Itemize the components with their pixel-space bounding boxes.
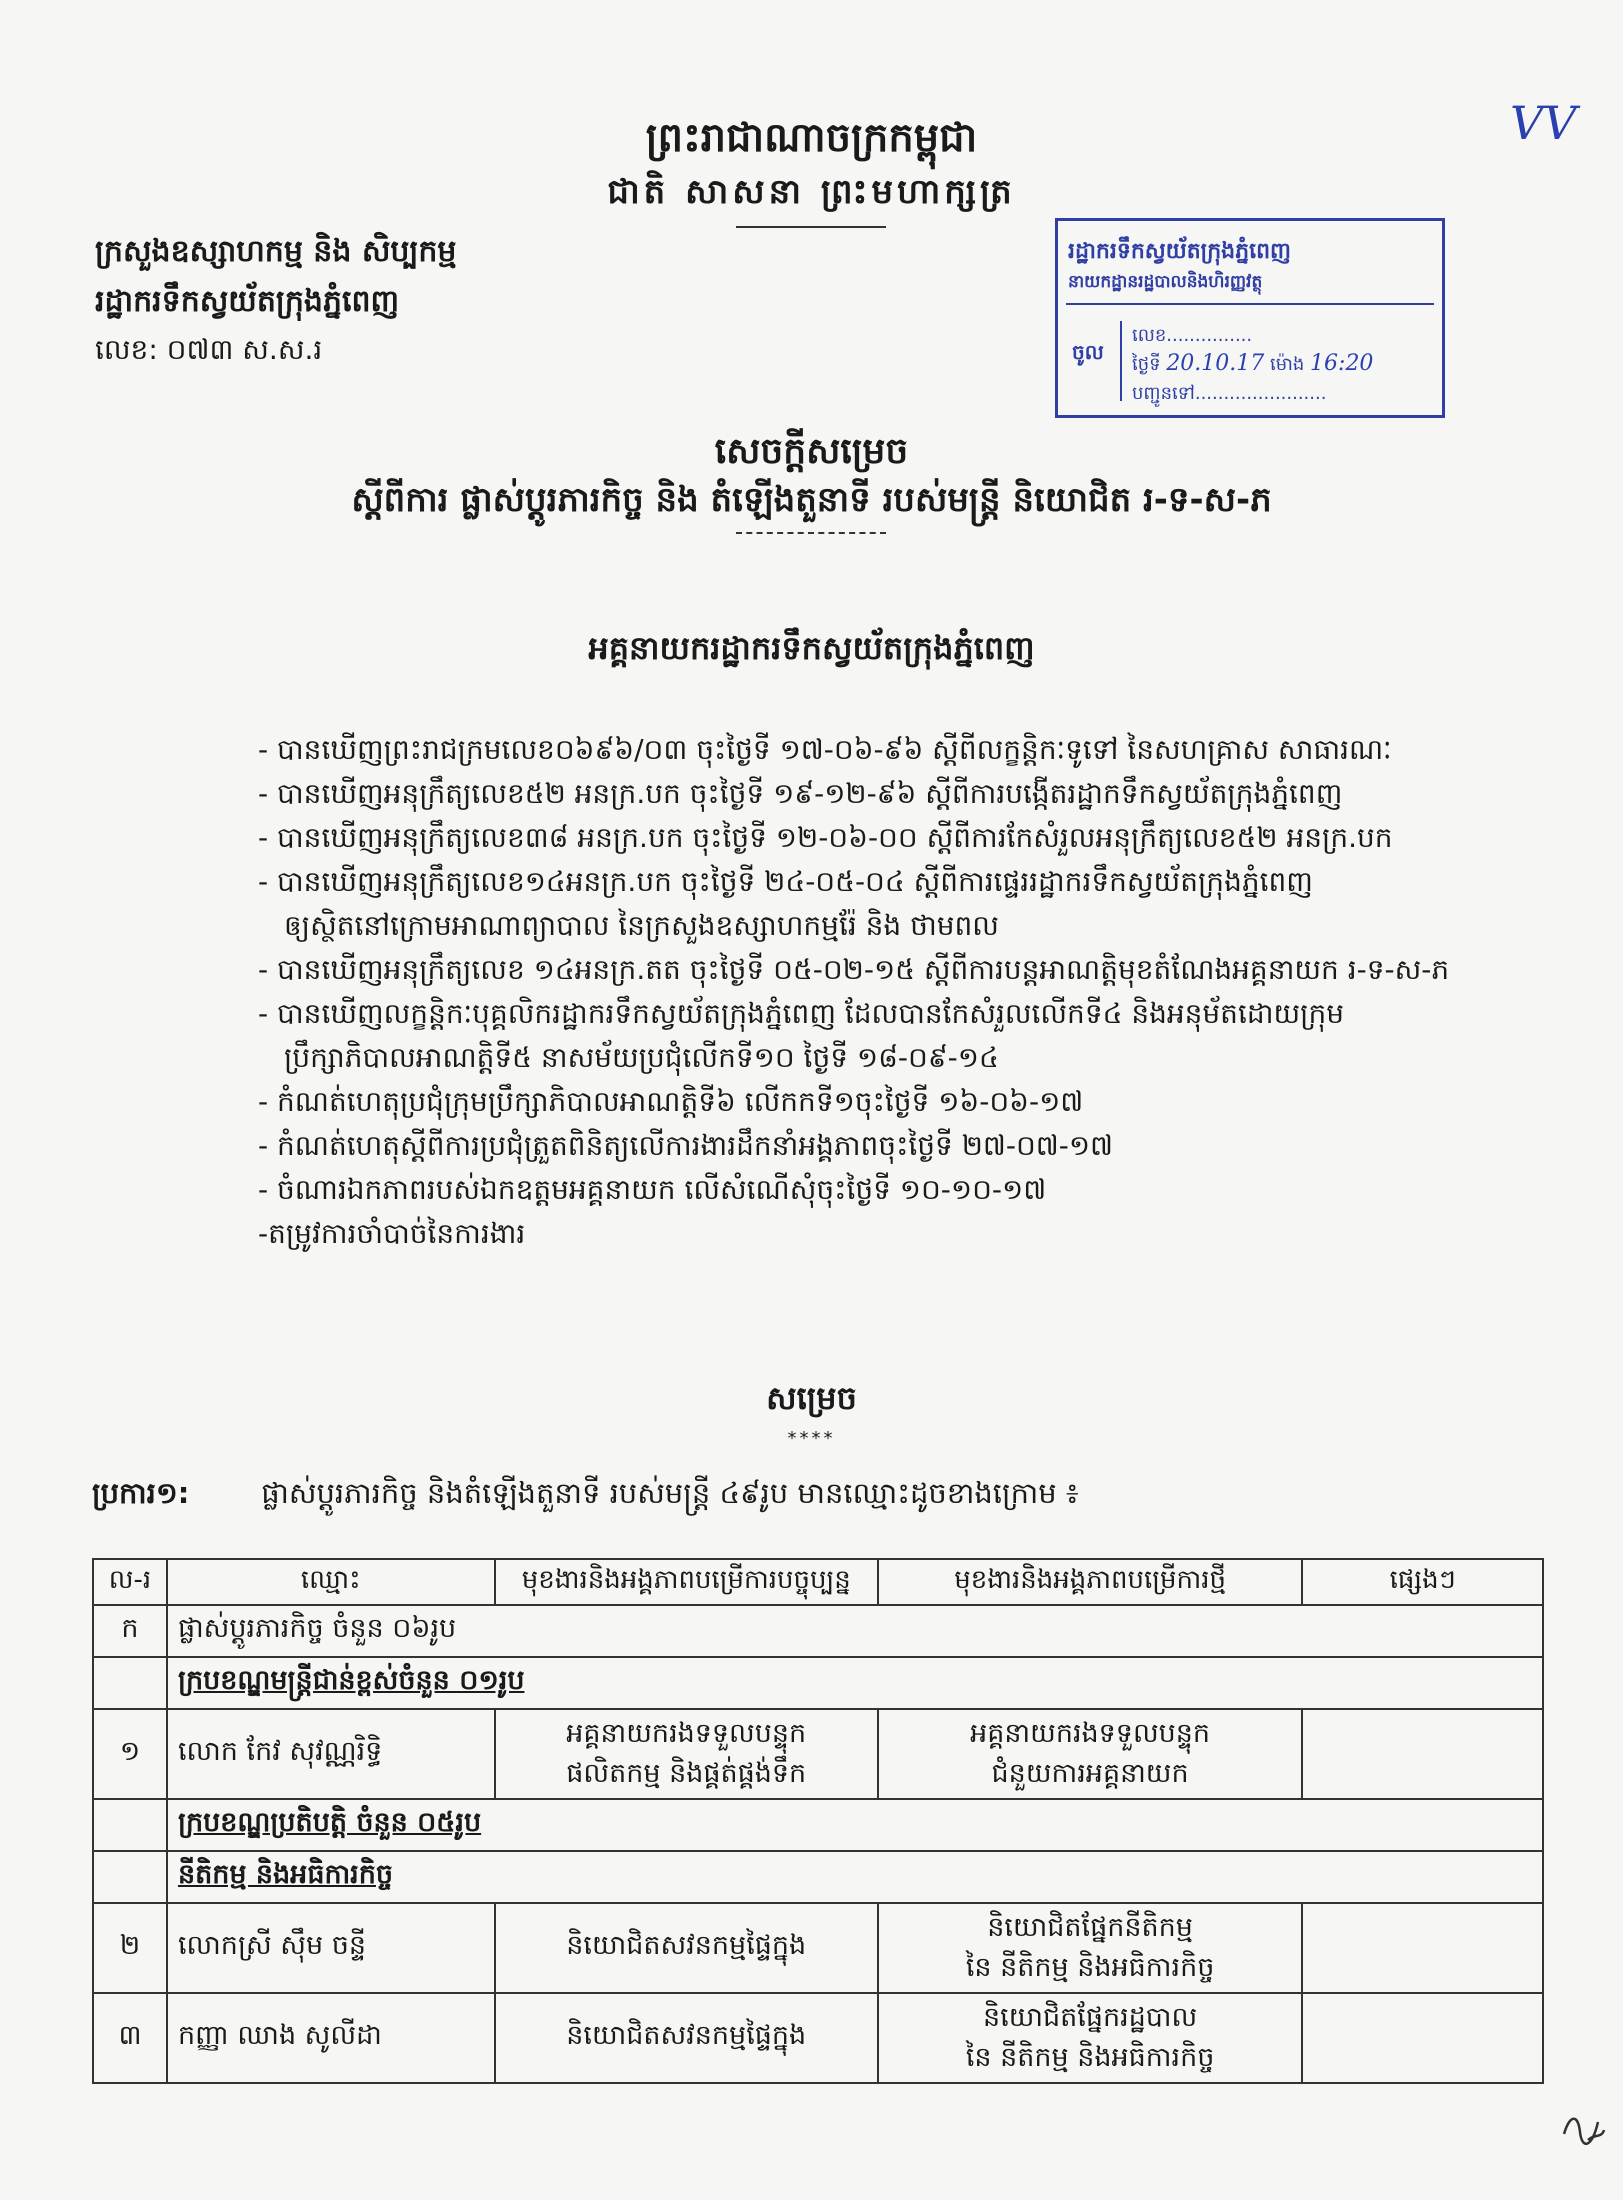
director-heading: អគ្គនាយករដ្ឋាករទឹកស្វយ័តក្រុងភ្នំពេញ [588,629,1035,667]
stamp-date-value: 20.10.17 [1166,351,1265,376]
stamp-subtitle: នាយកដ្ឋានរដ្ឋបាលនិងហិរញ្ញវត្ថុ [1068,272,1263,292]
row-no: ១ [93,1709,167,1799]
reference-number: លេខ: ០៧៣ ស.ស.រ [95,333,323,366]
group-no: ក [93,1605,167,1657]
consideration-item: - បានឃើញអនុក្រឹត្យលេខ៣៨ អនក្រ.បក ចុះថ្ងៃទី ១២-០៦-០០ ស្ដីពីការកែសំរួលអនុក្រឹត្យលេខ៥២ អនក្រ.បក [258,821,1393,854]
stamp-time-label: ម៉ោង [1270,354,1305,375]
stamp-forward-label: បញ្ជូនទៅ....................... [1132,383,1327,404]
section-row [93,1657,1543,1709]
consideration-item: - បានឃើញអនុក្រឹត្យលេខ៥២ អនក្រ.បក ចុះថ្ងៃទី ១៩-១២-៩៦ ស្ដីពីការបង្កើតរដ្ឋាកទឹកស្វយ័តក្រុងភ្នំពេញ [258,777,1343,810]
row-no: ៣ [93,1993,167,2083]
row-current-role: និយោជិតសវនកម្មផ្ទៃក្នុង [495,1903,878,1993]
national-motto: ជាតិ សាសនា ព្រះមហាក្សត្រ [607,172,1016,212]
article-1 [92,1476,1079,1518]
department-name: រដ្ឋាករទឹកស្វយ័តក្រុងភ្នំពេញ [95,284,400,319]
row-name: លោក កែវ សុវណ្ណរិទ្ធិ [167,1709,495,1799]
row-current-role [495,1709,878,1799]
stamp-date-label: ថ្ងៃទី [1132,354,1161,375]
subject-divider [736,532,886,534]
row-current-role: និយោជិតសវនកម្មផ្ទៃក្នុង [495,1993,878,2083]
row-other [1302,1993,1543,2083]
staff-table [92,1558,1544,2084]
considerations-list [258,728,1548,1256]
row-name: លោកស្រី ស៊ឹម ចន្ទី [167,1903,495,1993]
consideration-item: - ចំណារឯកភាពរបស់ឯកឧត្ដមអគ្គនាយក លើសំណើសុំចុះថ្ងៃទី ១០-១០-១៧ [258,1173,1047,1206]
header-name: ឈ្មោះ [167,1559,495,1605]
subsection-row [93,1851,1543,1903]
article-label: ប្រការ១: [92,1476,190,1510]
table-row [93,1709,1543,1799]
decision-heading: សម្រេច [766,1379,857,1417]
stamp-title: រដ្ឋាករទឹកស្វយ័តក្រុងភ្នំពេញ [1068,239,1292,264]
header-new-role: មុខងារនិងអង្គភាពបម្រើការថ្មី [878,1559,1302,1605]
header-other: ផ្សេងៗ [1302,1559,1543,1605]
decision-title: សេចក្ដីសម្រេច [714,431,909,472]
article-text: ផ្លាស់ប្ដូរភារកិច្ច និងតំឡើងតួនាទី របស់មន្ត្រី ៤៩រូប មានឈ្មោះដូចខាងក្រោម ៖ [261,1476,1079,1510]
row-new-role [878,1709,1302,1799]
consideration-item: - កំណត់ហេតុស្ដីពីការប្រជុំត្រួតពិនិត្យលើការងារដឹកនាំអង្គភាពចុះថ្ងៃទី ២៧-០៧-១៧ [258,1129,1114,1162]
stamp-in-label: ចូល [1072,321,1122,401]
decision-stars: **** [787,1428,836,1449]
decision-subject: ស្ដីពីការ ផ្លាស់ប្ដូរភារកិច្ច និង តំឡើងតួនាទី របស់មន្ត្រី និយោជិត រ-ទ-ស-ភ [351,480,1272,520]
current-role-line: អគ្គនាយករងទទួលបន្ទុក [566,1718,807,1749]
row-no: ២ [93,1903,167,1993]
stamp-time-value: 16:20 [1310,351,1374,376]
header-current-role: មុខងារនិងអង្គភាពបម្រើការបច្ចុប្បន្ន [495,1559,878,1605]
table-row [93,1903,1543,1993]
consideration-item: - បានឃើញព្រះរាជក្រមលេខ០៦៩៦/០៣ ចុះថ្ងៃទី ១៧-០៦-៩៦ ស្ដីពីលក្ខន្តិកៈទូទៅ នៃសហគ្រាស សាធារណៈ [258,733,1392,766]
subsection-label: នីតិកម្ម និងអធិការកិច្ច [167,1851,1543,1903]
new-role-line: និយោជិតផ្នែកនីតិកម្ម [987,1912,1193,1943]
stamp-number-label: លេខ............... [1132,325,1253,346]
consideration-item: - កំណត់ហេតុប្រជុំក្រុមប្រឹក្សាភិបាលអាណត្តិទី៦ លើកកទី១ចុះថ្ងៃទី ១៦-០៦-១៧ [258,1085,1084,1118]
section-label-senior: ក្របខណ្ឌមន្ត្រីជាន់ខ្ពស់ចំនួន ០១រូប [167,1657,1543,1709]
group-label: ផ្លាស់ប្ដូរភារកិច្ច ចំនួន ០៦រូប [167,1605,1543,1657]
received-stamp [1055,218,1445,418]
consideration-item: - បានឃើញអនុក្រឹត្យលេខ១៤អនក្រ.បក ចុះថ្ងៃទី ២៤-០៥-០៤ ស្ដីពីការផ្ទេររដ្ឋាករទឹកស្វយ័តក្រុងភ្នំពេញ [258,865,1313,898]
initials-signature-icon [1558,2104,1608,2154]
ministry-name: ក្រសួងឧស្សាហកម្ម និង សិប្បកម្ម [95,234,457,269]
new-role-line: អគ្គនាយករងទទួលបន្ទុក [970,1718,1211,1749]
row-other [1302,1709,1543,1799]
section-row [93,1799,1543,1851]
row-new-role [878,1903,1302,1993]
row-other [1302,1903,1543,1993]
new-role-line: នៃ នីតិកម្ម និងអធិការកិច្ច [965,2042,1215,2073]
stamp-date-line [1132,351,1373,379]
row-name: កញ្ញា ឈាង សូលីដា [167,1993,495,2083]
new-role-line: ជំនួយការអគ្គនាយក [991,1758,1189,1789]
consideration-item: -តម្រូវការចាំបាច់នៃការងារ [258,1217,526,1250]
current-role-line: ផលិតកម្ម និងផ្គត់ផ្គង់ទឹក [566,1758,807,1789]
consideration-item: - បានឃើញលក្ខន្តិកៈបុគ្គលិករដ្ឋាករទឹកស្វយ័តក្រុងភ្នំពេញ ដែលបានកែសំរួលលើកទី៤ និងអនុម័តដោយក្រុម [258,997,1345,1030]
motto-divider [736,226,886,228]
stamp-divider [1066,303,1434,305]
consideration-continuation: ឲ្យស្ថិតនៅក្រោមអាណាព្យាបាល នៃក្រសួងឧស្សាហកម្មរ៉ែ និង ថាមពល [284,909,999,942]
group-row [93,1605,1543,1657]
new-role-line: នៃ នីតិកម្ម និងអធិការកិច្ច [965,1952,1215,1983]
new-role-line: និយោជិតផ្នែករដ្ឋបាល [982,2002,1198,2033]
table-header-row [93,1559,1543,1605]
consideration-continuation: ប្រឹក្សាភិបាលអាណត្តិទី៥ នាសម័យប្រជុំលើកទី១០ ថ្ងៃទី ១៨-០៩-១៤ [284,1041,999,1074]
table-row [93,1993,1543,2083]
row-new-role [878,1993,1302,2083]
consideration-item: - បានឃើញអនុក្រឹត្យលេខ ១៤អនក្រ.តត ចុះថ្ងៃទី ០៥-០២-១៥ ស្ដីពីការបន្តអាណត្តិមុខតំណែងអគ្គនាយក រ-ទ-ស-ភ [258,953,1450,986]
handwritten-mark: VV [1510,96,1577,150]
section-label-exec: ក្របខណ្ឌប្រតិបត្តិ ចំនួន ០៥រូប [167,1799,1543,1851]
kingdom-heading: ព្រះរាជាណាចក្រកម្ពុជា [645,115,978,161]
header-no: ល-រ [93,1559,167,1605]
